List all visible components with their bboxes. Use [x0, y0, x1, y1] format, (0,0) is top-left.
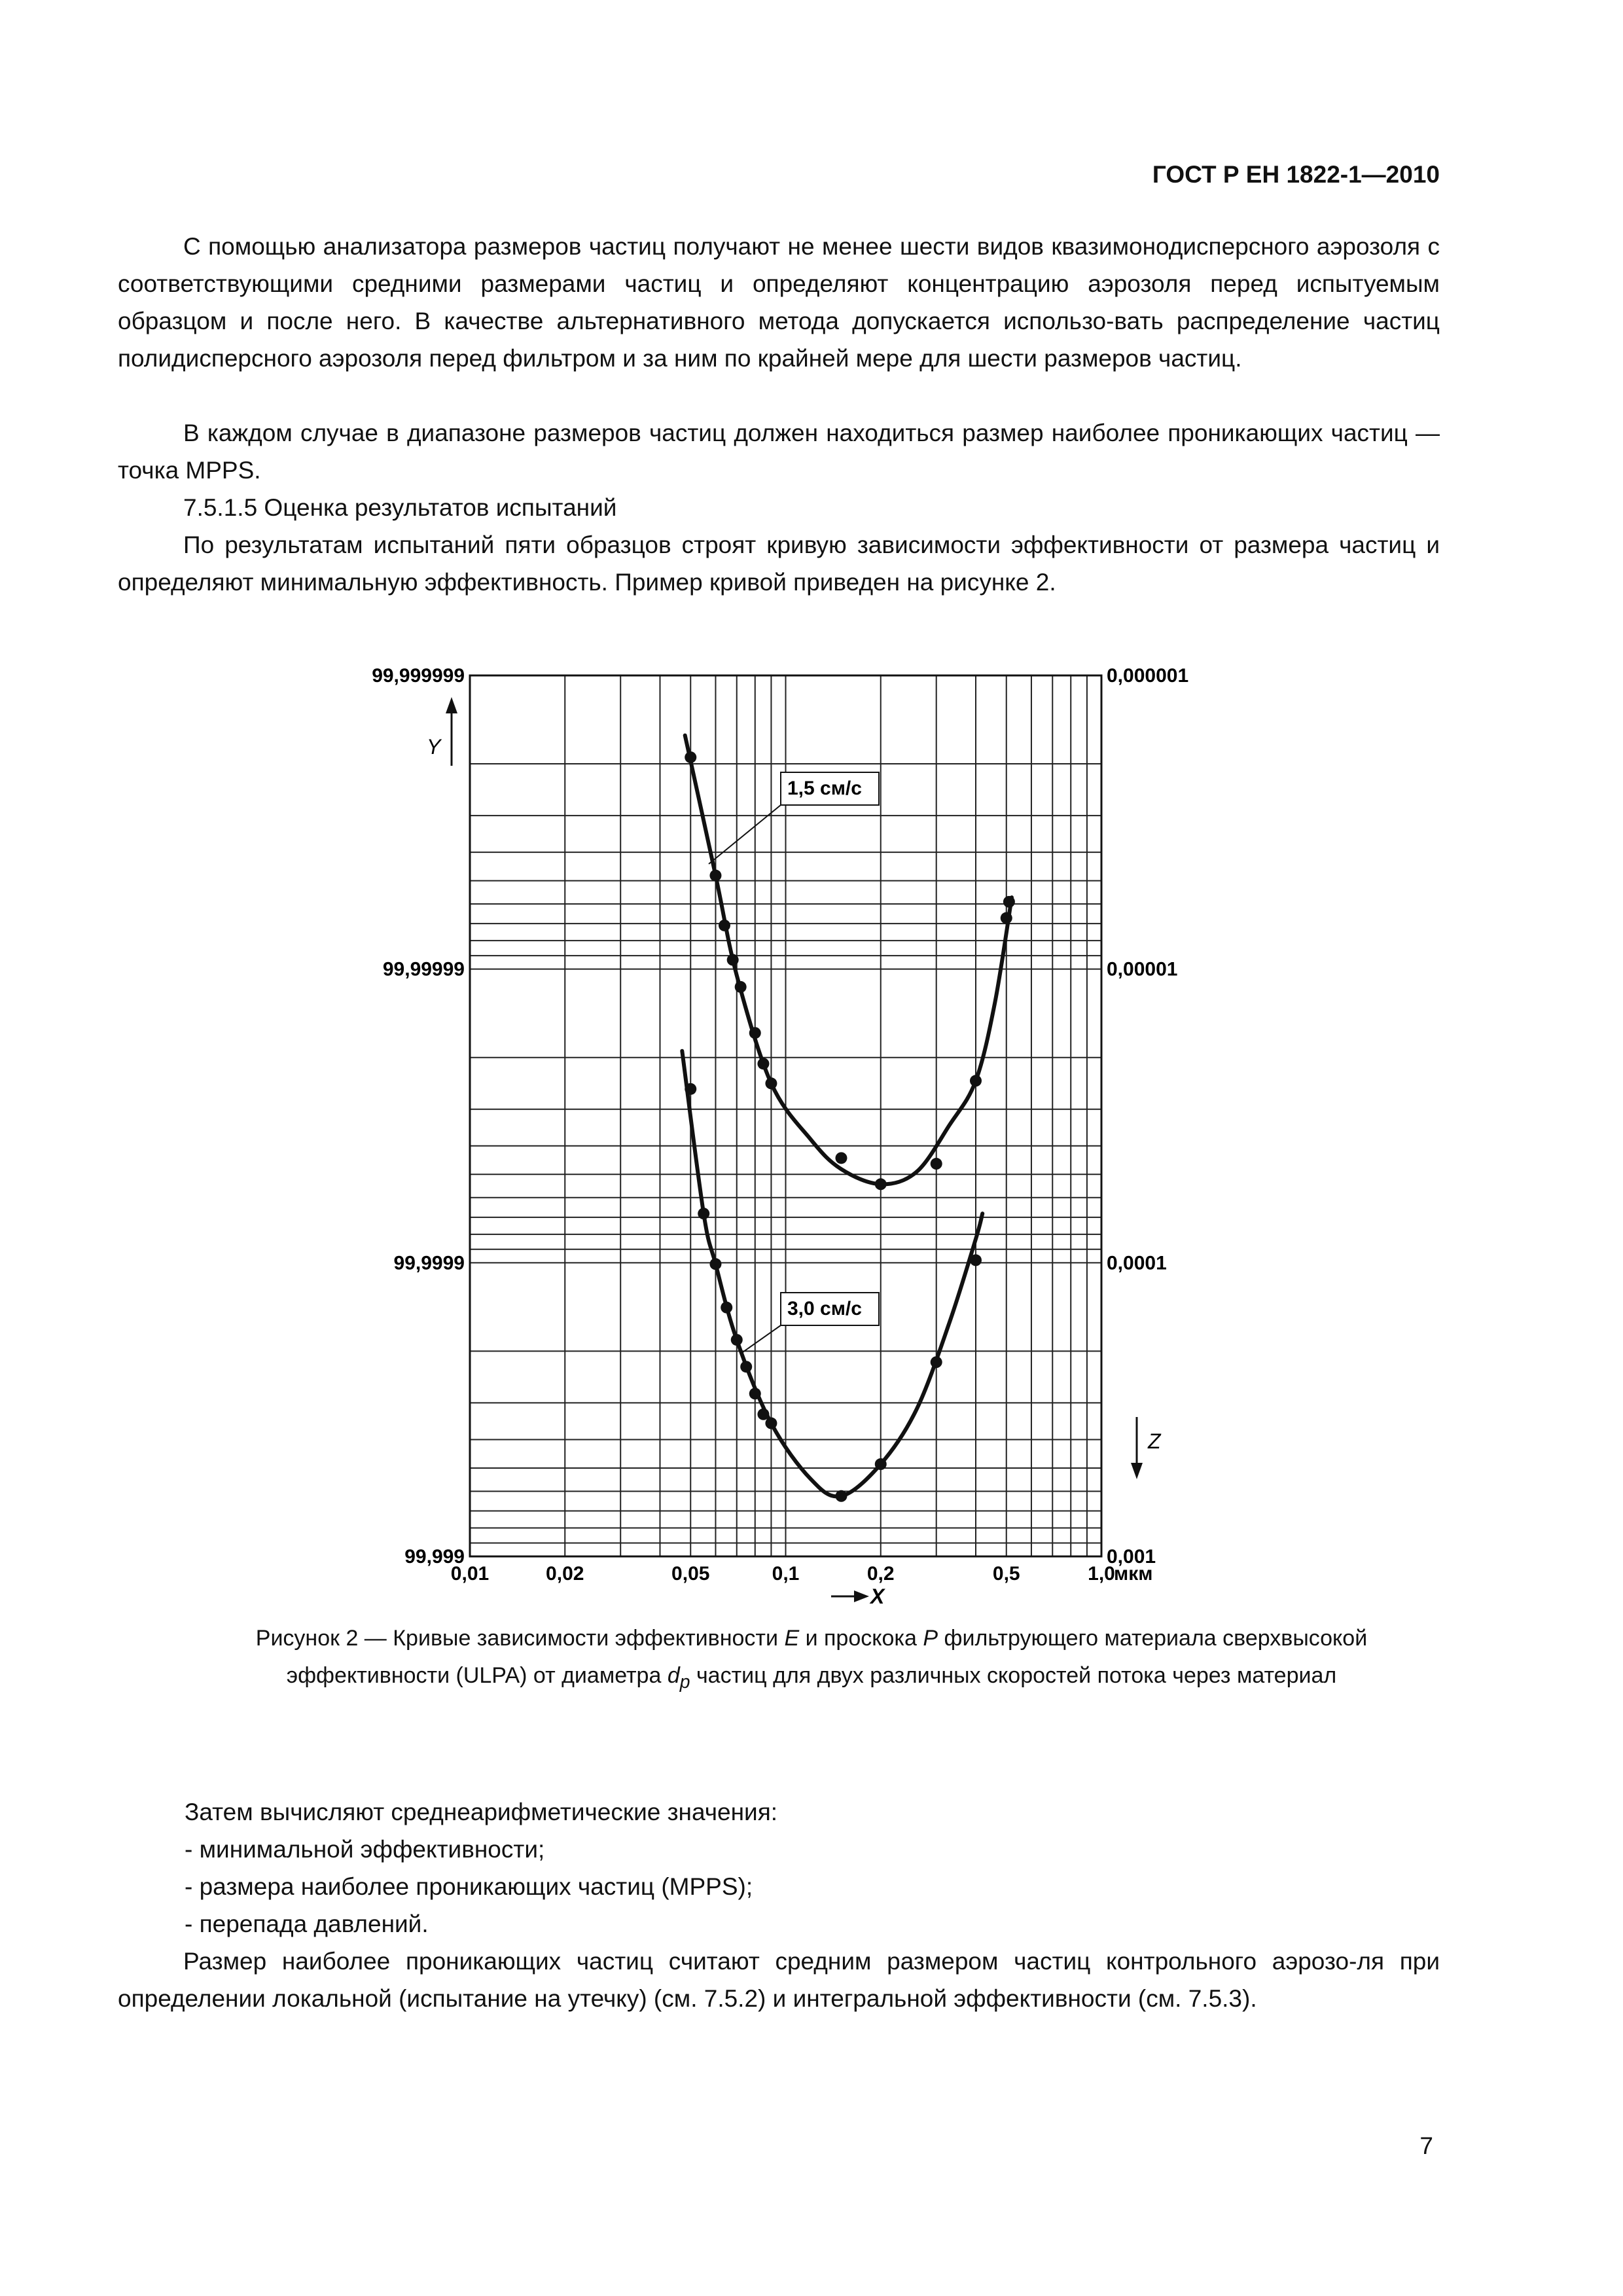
caption-subscript-p: p [679, 1671, 690, 1693]
chart-annotations [427, 697, 1162, 1608]
list-item-pressure-drop: - перепада давлений. [185, 1910, 429, 1937]
data-point [719, 920, 730, 931]
x-tick-label: 0,02 [546, 1563, 584, 1585]
data-point [727, 954, 739, 966]
x-axis-arrow-head [854, 1590, 869, 1602]
figure-caption-line-1 [118, 1620, 1505, 1657]
caption-text-1b: и проскока [799, 1626, 923, 1651]
data-point [685, 1083, 696, 1095]
x-tick-label: 0,1 [772, 1563, 800, 1585]
data-point [765, 1418, 777, 1429]
caption-text-1c: фильтрующего материала сверхвысокой [938, 1626, 1368, 1651]
x-tick-label: 0,05 [671, 1563, 710, 1585]
data-point [698, 1208, 709, 1219]
data-point [757, 1058, 769, 1069]
paragraph-final: Размер наиболее проникающих частиц считают средним размером частиц контрольного аэрозо-ля при определении локальной (испытание на утечку) (см. 7.5.2) и интегральной эффективности (см. 7.5.3). [118, 1948, 1440, 2012]
caption-symbol-e: E [784, 1626, 800, 1651]
y-left-tick-label: 99,9999 [393, 1252, 465, 1274]
y-left-tick-label: 99,99999 [382, 958, 465, 980]
document-id-header: ГОСТ Р ЕН 1822-1—2010 [1152, 161, 1440, 188]
z-axis-label: Z [1148, 1429, 1161, 1453]
data-point [931, 1158, 942, 1170]
x-tick-label: 0,01 [450, 1563, 490, 1585]
caption-text-2b: частиц для двух различных скоростей потока через материал [690, 1663, 1337, 1688]
z-axis-arrow-head [1131, 1463, 1143, 1479]
data-point [757, 1408, 769, 1420]
page-number: 7 [1419, 2132, 1433, 2159]
series-leader-line [741, 1325, 781, 1354]
series-curve-1 [682, 1051, 982, 1497]
series-label-3-0: 3,0 см/с [787, 1298, 862, 1319]
section-heading-7-5-1-5: 7.5.1.5 Оценка результатов испытаний [183, 494, 617, 521]
data-point [835, 1490, 847, 1502]
data-point [749, 1027, 761, 1039]
data-point [749, 1388, 761, 1399]
data-point [931, 1356, 942, 1368]
data-point [731, 1334, 743, 1346]
chart-curves [682, 736, 1012, 1497]
x-tick-label: 0,5 [992, 1563, 1020, 1585]
y-right-tick-label: 0,001 [1107, 1546, 1156, 1568]
data-point [1003, 896, 1015, 908]
data-point [721, 1302, 732, 1314]
x-unit-label: мкм [1114, 1563, 1153, 1585]
data-point [765, 1077, 777, 1089]
paragraph-analyzer: С помощью анализатора размеров частиц получают не менее шести видов квазимонодисперсного аэрозоля с соответствующими средними размерами частиц и определяют концентрацию аэрозоля перед испытуемым образцом и после него. В качестве альтернативного метода допускается использо-вать распределение частиц полидисперсного аэрозоля перед фильтром и за ним по крайней мере для шести размеров частиц. [118, 233, 1440, 372]
chart-grid [470, 675, 1101, 1556]
y-left-tick-label: 99,999999 [372, 665, 465, 687]
paragraph-mpps: В каждом случае в диапазоне размеров частиц должен находиться размер наиболее проникающих частиц — точка MPPS. [118, 420, 1440, 484]
data-point [970, 1075, 982, 1086]
data-point [835, 1152, 847, 1164]
x-tick-label: 1,0 [1088, 1563, 1115, 1585]
caption-symbol-p: P [923, 1626, 938, 1651]
series-label-1-5: 1,5 см/с [787, 778, 862, 799]
series-leader-line [709, 805, 781, 864]
data-point [970, 1254, 982, 1266]
y-axis-arrow-head [446, 697, 457, 713]
data-point [875, 1458, 887, 1470]
y-right-tick-label: 0,0001 [1107, 1252, 1167, 1274]
data-point [1001, 912, 1012, 924]
x-tick-label: 0,2 [866, 1563, 895, 1585]
y-left-tick-label: 99,999 [404, 1546, 465, 1568]
data-point [709, 1258, 721, 1270]
list-item-mpps-size: - размера наиболее проникающих частиц (MPPS); [185, 1873, 753, 1900]
list-item-min-efficiency: - минимальной эффективности; [185, 1836, 545, 1863]
data-point [740, 1361, 752, 1372]
data-point [735, 981, 747, 993]
data-point [875, 1178, 887, 1190]
paragraph-averages-intro: Затем вычисляют среднеарифметические значения: [185, 1799, 778, 1825]
x-axis-label: X [870, 1585, 885, 1608]
chart-points [685, 751, 1015, 1502]
y-right-tick-label: 0,00001 [1107, 958, 1178, 980]
data-point [685, 751, 696, 763]
y-axis-label: Y [427, 735, 441, 759]
caption-symbol-d: d [667, 1663, 680, 1688]
caption-text-2a: эффективности (ULPA) от диаметра [286, 1663, 668, 1688]
data-point [709, 870, 721, 882]
y-right-tick-label: 0,000001 [1107, 665, 1189, 687]
figure-caption-line-2 [118, 1657, 1505, 1701]
paragraph-evaluation: По результатам испытаний пяти образцов строят кривую зависимости эффективности от размера частиц и определяют минимальную эффективность. Пример кривой приведен на рисунке 2. [118, 531, 1440, 596]
caption-text-1a: Рисунок 2 — Кривые зависимости эффективности [255, 1626, 785, 1651]
